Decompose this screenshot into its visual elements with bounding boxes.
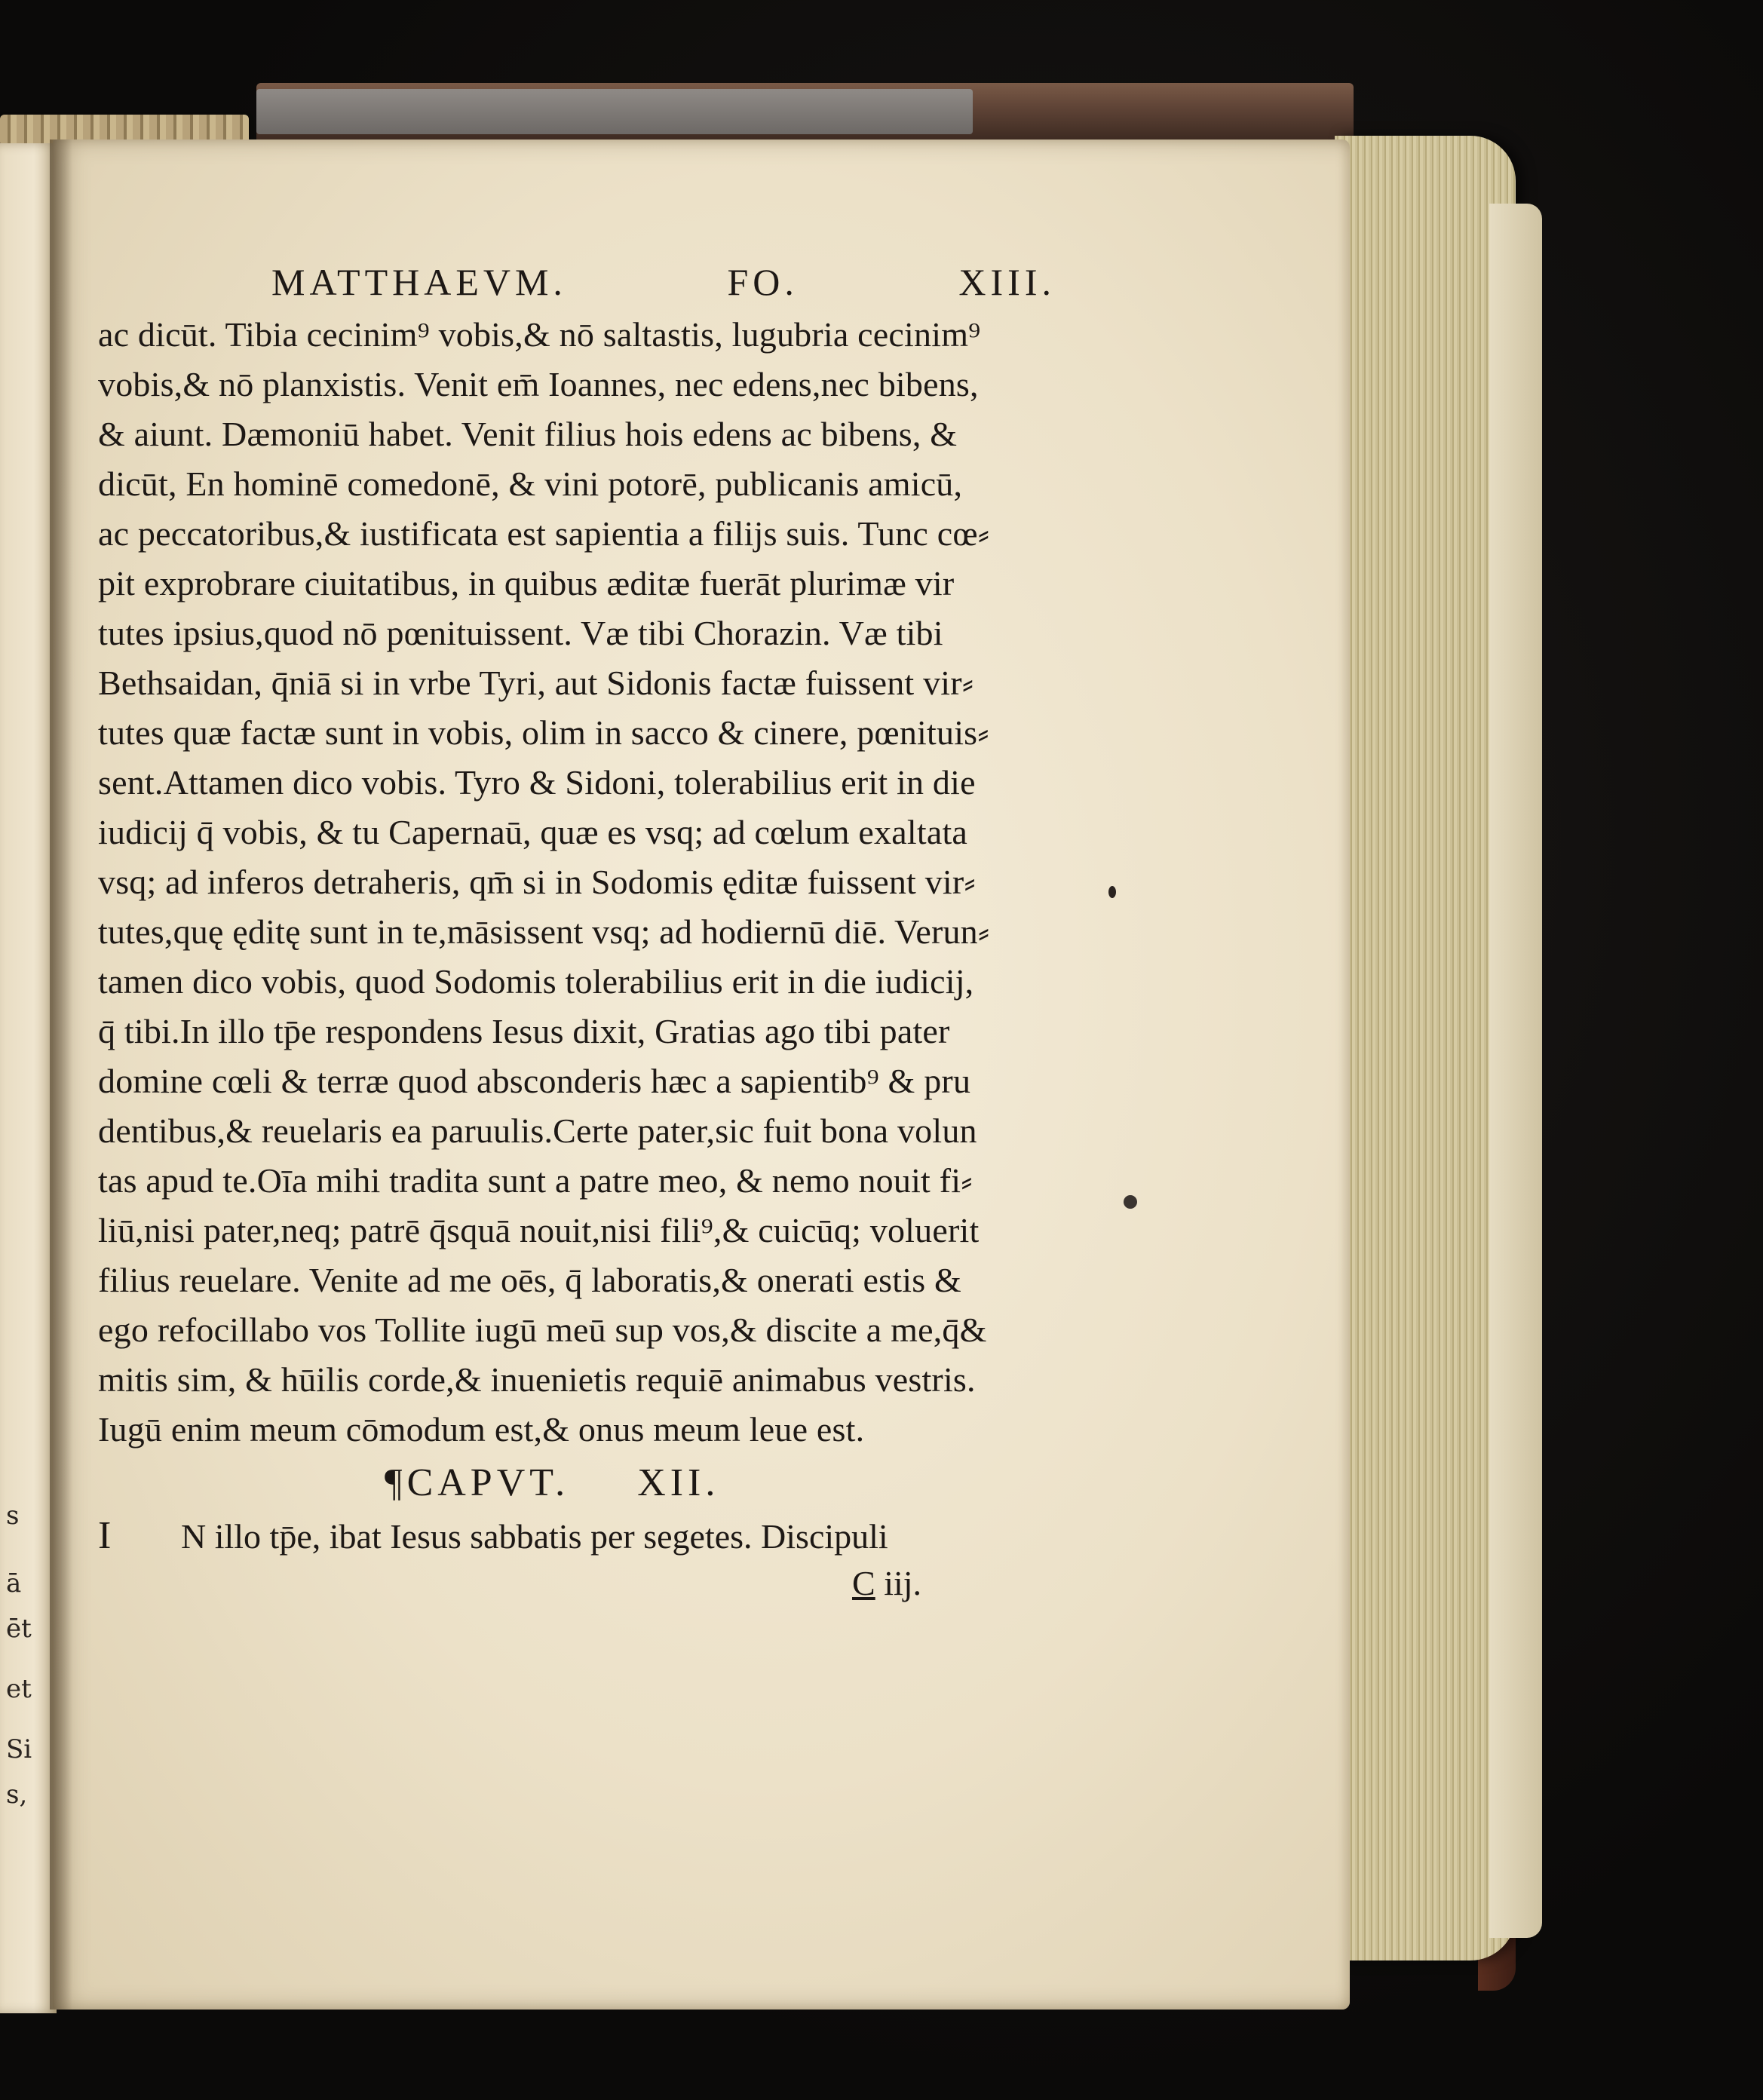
text-line: iudicij q̄ vobis, & tu Capernaū, quæ es vsq; ad cœlum exaltata [98,813,968,851]
signature-letter: C [852,1564,875,1602]
text-line: filius reuelare. Venite ad me oēs, q̄ laboratis,& onerati estis & [98,1261,962,1299]
left-page-fragment: Si [6,1734,32,1764]
ink-spot [1108,886,1116,898]
loose-leaf-edge [1489,204,1542,1938]
left-page-fragment: ā [6,1568,22,1599]
text-line: Iugū enim meum cōmodum est,& onus meum leue est. [98,1410,865,1449]
spine-highlight [256,89,973,134]
ink-spot [1124,1195,1137,1209]
text-line: tutes ipsius,quod nō pœnituissent. Væ tibi Chorazin. Væ tibi [98,614,943,652]
left-page-fragment: s [6,1501,20,1531]
chapter-first-line-text: N illo tp̄e, ibat Iesus sabbatis per segetes. Discipuli [181,1517,888,1556]
text-line: liū,nisi pater,neq; patrē q̄squā nouit,nisi fili⁹,& cuicūq; voluerit [98,1211,980,1249]
text-line: tamen dico vobis, quod Sodomis tolerabilius erit in die iudicij, [98,962,974,1001]
chapter-initial: I [98,1514,112,1557]
left-page-fragment: et [6,1674,32,1704]
text-line: vobis,& nō planxistis. Venit em̄ Ioannes, nec edens,nec bibens, [98,365,979,403]
chapter-heading [98,1455,1056,1512]
running-head [98,260,1056,304]
text-line: ac peccatoribus,& iustificata est sapientia a filijs suis. Tunc cœ⸗ [98,514,990,553]
text-line: tutes quæ factæ sunt in vobis, olim in sacco & cinere, pœnituis⸗ [98,713,989,752]
text-line: pit exprobrare ciuitatibus, in quibus æditæ fuerāt plurimæ vir [98,564,955,602]
signature-mark [98,1561,1056,1606]
gutter-shadow [50,139,72,2010]
text-line: dentibus,& reuelaris ea paruulis.Certe pater,sic fuit bona volun [98,1111,977,1150]
text-line: Bethsaidan, q̄niā si in vrbe Tyri, aut Sidonis factæ fuissent vir⸗ [98,664,974,702]
left-page-fragment: ēt [6,1614,32,1644]
text-line: q̄ tibi.In illo tp̄e respondens Iesus dixit, Gratias ago tibi pater [98,1012,950,1050]
text-line: & aiunt. Dæmoniū habet. Venit filius hois edens ac bibens, & [98,415,958,453]
left-page-fragment: s, [6,1780,28,1810]
left-page-edge [0,143,57,2013]
text-line: mitis sim, & hūilis corde,& inuenietis requiē animabus vestris. [98,1360,976,1399]
text-line: dicūt, En hominē comedonē, & vini potorē, publicanis amicū, [98,464,963,503]
text-line: sent.Attamen dico vobis. Tyro & Sidoni, tolerabilius erit in die [98,763,976,802]
running-head-title: MATTHAEVM. [271,261,567,303]
book-spine [256,83,1354,139]
chapter-number: XII. [637,1461,720,1504]
text-line: domine cœli & terræ quod absconderis hæc a sapientib⁹ & pru [98,1062,971,1100]
signature-number: iij. [884,1564,922,1602]
page-stack-edge [1335,136,1516,1961]
folio-number: XIII. [958,261,1056,303]
text-line: tutes,quę ęditę sunt in te,māsissent vsq; ad hodiernū diē. Verun⸗ [98,912,990,951]
folio-label: FO. [727,261,799,303]
text-line: tas apud te.Oīa mihi tradita sunt a patre meo, & nemo nouit fi⸗ [98,1161,973,1200]
text-line: ego refocillabo vos Tollite iugū meū sup vos,& discite a me,q̄& [98,1311,987,1349]
text-line: ac dicūt. Tibia cecinim⁹ vobis,& nō saltastis, lugubria cecinim⁹ [98,315,981,354]
chapter-first-line [98,1512,1056,1561]
text-line: vsq; ad inferos detraheris, qm̄ si in Sodomis ęditæ fuissent vir⸗ [98,863,976,901]
page-text-block [98,260,1056,1606]
chapter-label: ¶CAPVT. [385,1461,570,1504]
